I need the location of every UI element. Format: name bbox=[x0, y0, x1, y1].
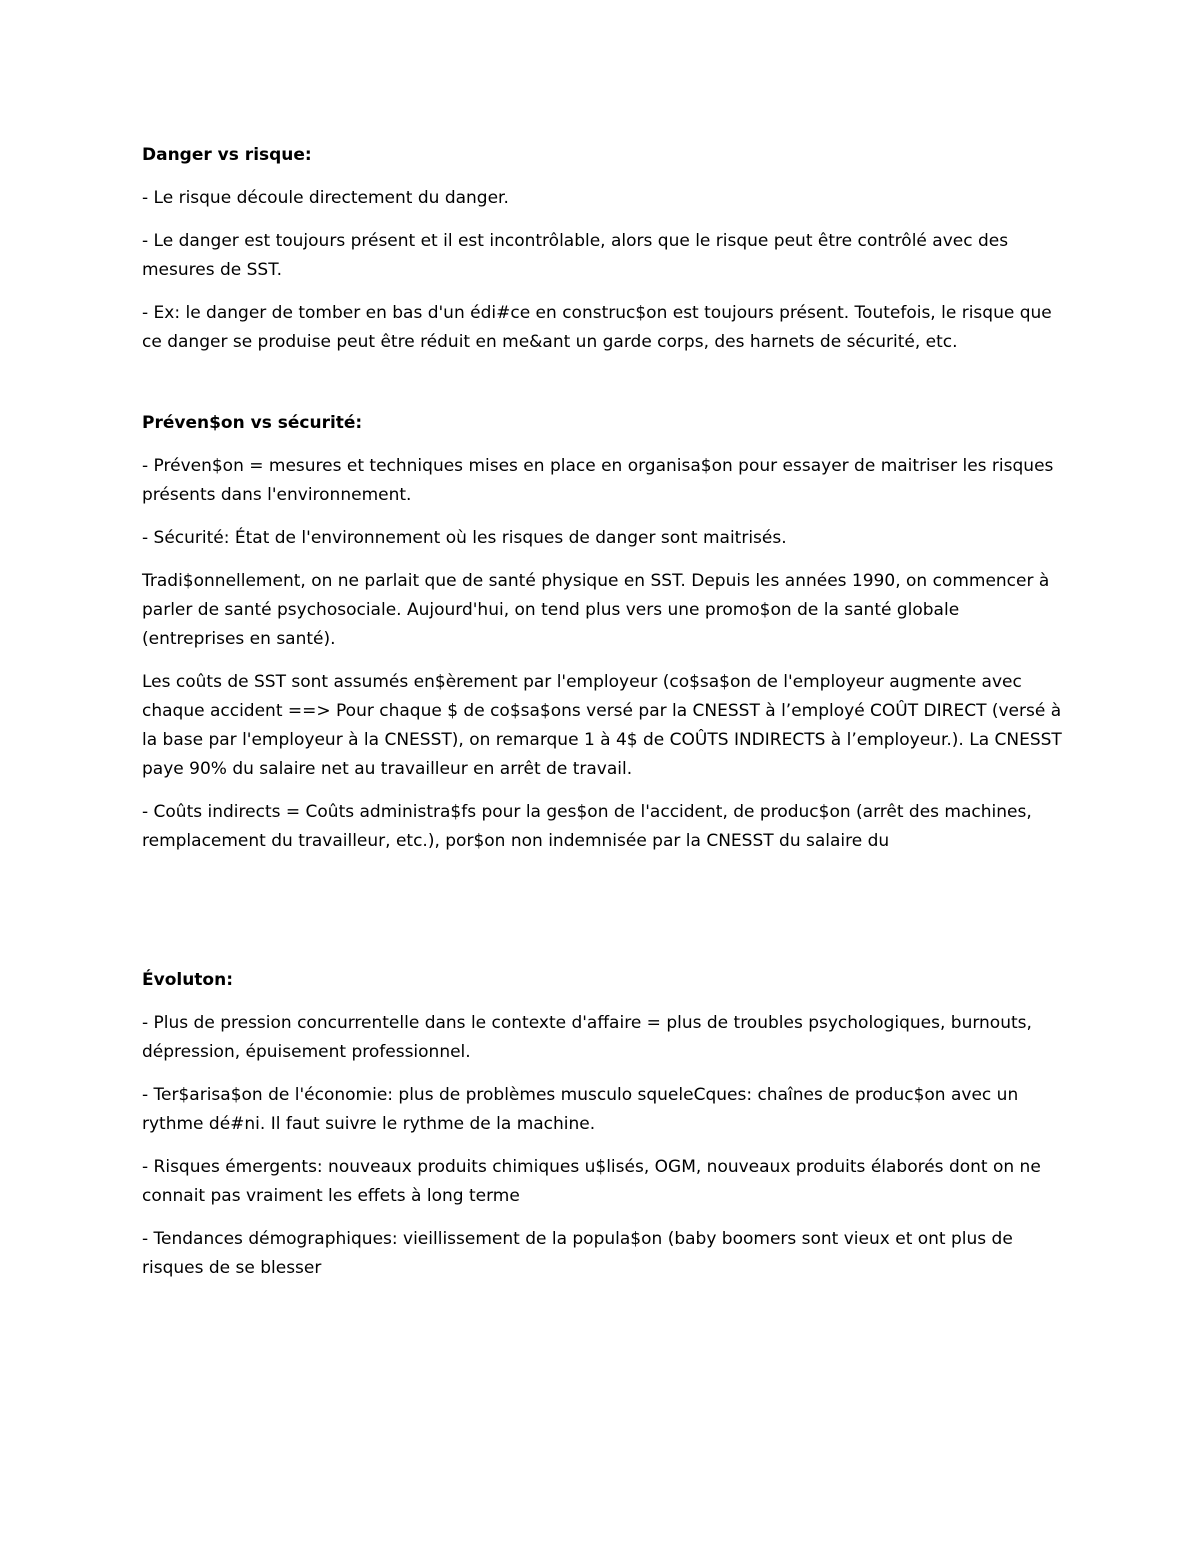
section-spacer bbox=[142, 870, 1062, 966]
paragraph: - Tendances démographiques: vieillissement de la popula$on (baby boomers sont vieux et ont plus de risques de se blesser bbox=[142, 1229, 1013, 1278]
paragraph: - Ter$arisa$on de l'économie: plus de problèmes musculo squeleCques: chaînes de produc$on avec un rythme dé#ni. Il faut suivre le rythme de la machine. bbox=[142, 1085, 1019, 1134]
paragraph: - Le danger est toujours présent et il est incontrôlable, alors que le risque peut être contrôlé avec des mesures de SST. bbox=[142, 231, 1009, 280]
paragraph: - Sécurité: État de l'environnement où les risques de danger sont maitrisés. bbox=[142, 528, 787, 548]
section-spacer bbox=[142, 371, 1062, 409]
paragraph: - Le risque découle directement du danger. bbox=[142, 188, 509, 208]
paragraph: - Préven$on = mesures et techniques mises en place en organisa$on pour essayer de maitriser les risques présents dans l'environnement. bbox=[142, 456, 1054, 505]
section-title-evolution: Évoluton: bbox=[142, 970, 234, 990]
document-body bbox=[142, 141, 1062, 1297]
paragraph: Tradi$onnellement, on ne parlait que de santé physique en SST. Depuis les années 1990, on commencer à parler de santé psychosociale. Aujourd'hui, on tend plus vers une promo$on de la santé globale (entreprises en santé). bbox=[142, 571, 1050, 649]
paragraph: Les coûts de SST sont assumés en$èrement par l'employeur (co$sa$on de l'employeur augmente avec chaque accident ==> Pour chaque $ de co$sa$ons versé par la CNESST à l’employé COÛT DIRECT (versé à la base par l'employeur à la CNESST), on remarque 1 à 4$ de COÛTS INDIRECTS à l’employeur.). La CNESST paye 90% du salaire net au travailleur en arrêt de travail. bbox=[142, 672, 1062, 779]
paragraph: - Coûts indirects = Coûts administra$fs pour la ges$on de l'accident, de produc$on (arrêt des machines, remplacement du travailleur, etc.), por$on non indemnisée par la CNESST du salaire du bbox=[142, 802, 1032, 851]
paragraph: - Plus de pression concurrentelle dans le contexte d'affaire = plus de troubles psychologiques, burnouts, dépression, épuisement professionnel. bbox=[142, 1013, 1032, 1062]
paragraph: - Ex: le danger de tomber en bas d'un édi#ce en construc$on est toujours présent. Toutefois, le risque que ce danger se produise peut être réduit en me&ant un garde corps, des harnets de sécurité, etc. bbox=[142, 303, 1052, 352]
section-title-prevention-vs-securite: Préven$on vs sécurité: bbox=[142, 413, 363, 433]
paragraph: - Risques émergents: nouveaux produits chimiques u$lisés, OGM, nouveaux produits élaborés dont on ne connait pas vraiment les effets à long terme bbox=[142, 1157, 1041, 1206]
section-title-danger-vs-risque: Danger vs risque: bbox=[142, 145, 312, 165]
